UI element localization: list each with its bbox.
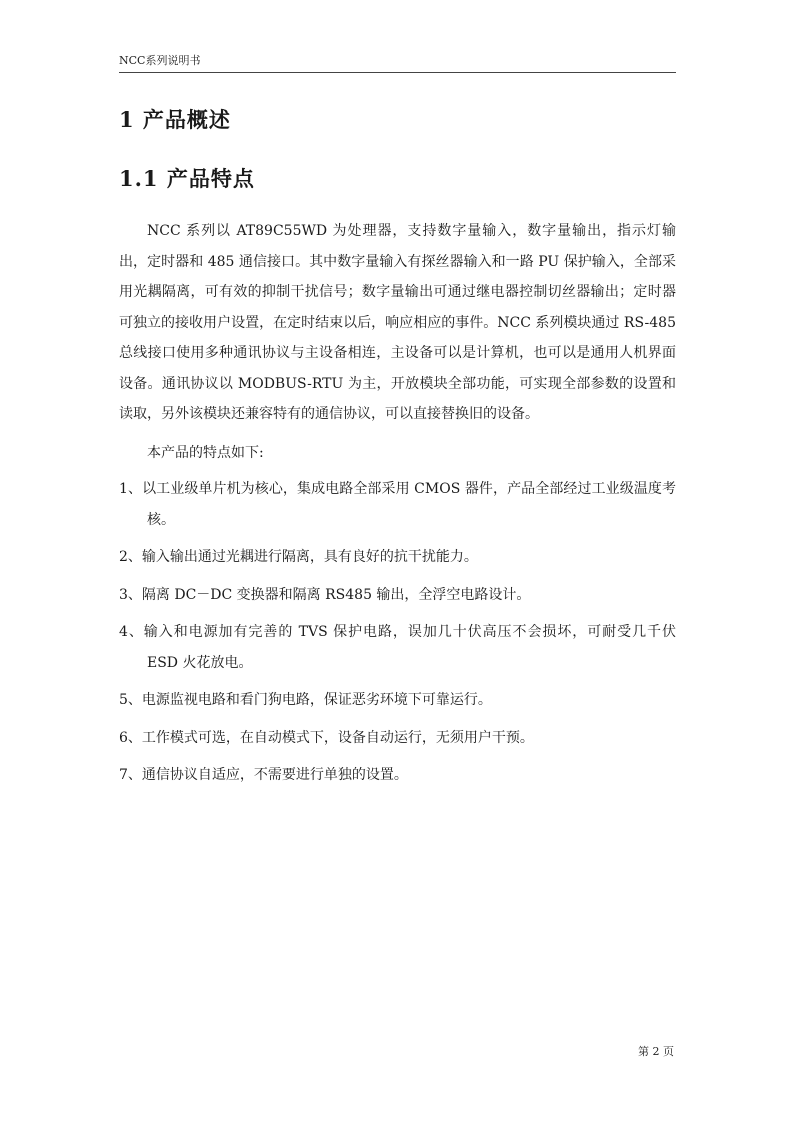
feature-item: 3、隔离 DC－DC 变换器和隔离 RS485 输出，全浮空电路设计。 xyxy=(119,586,531,603)
feature-list xyxy=(119,474,676,791)
feature-item: 7、通信协议自适应，不需要进行单独的设置。 xyxy=(119,767,408,783)
page-number: 第 2 页 xyxy=(638,1045,674,1058)
overview-paragraph: NCC 系列以 AT89C55WD 为处理器，支持数字量输入，数字量输出，指示灯输出，定时器和 485 通信接口。其中数字量输入有探丝器输入和一路 PU 保护输入，全部采用光耦隔离，可有效的抑制干扰信号；数字量输出可通过继电器控制切丝器输出；定时器可独立的接收用户设置，在定时结束以后，响应相应的事件。NCC 系列模块通过 RS-485 总线接口使用多种通讯协议与主设备相连，主设备可以是计算机，也可以是通用人机界面设备。通讯协议以 MODBUS-RTU 为主，开放模块全部功能，可实现全部参数的设置和读取，另外该模块还兼容特有的通信协议，可以直接替换旧的设备。 xyxy=(119,223,676,422)
subsection-heading: 1.1 产品特点 xyxy=(119,166,255,191)
document-body xyxy=(119,216,676,798)
feature-item: 2、输入输出通过光耦进行隔离，具有良好的抗干扰能力。 xyxy=(119,549,478,565)
section-heading: 1 产品概述 xyxy=(119,107,231,132)
header-divider xyxy=(119,72,676,73)
feature-item: 6、工作模式可选，在自动模式下，设备自动运行，无须用户干预。 xyxy=(119,729,534,746)
feature-item: 5、电源监视电路和看门狗电路，保证恶劣环境下可靠运行。 xyxy=(119,692,492,708)
page-header-title: NCC系列说明书 xyxy=(119,54,201,67)
feature-item: 1、以工业级单片机为核心，集成电路全部采用 CMOS 器件，产品全部经过工业级温度考核。 xyxy=(119,481,676,528)
features-intro: 本产品的特点如下: xyxy=(147,444,264,461)
feature-item: 4、输入和电源加有完善的 TVS 保护电路，误加几十伏高压不会损坏，可耐受几千伏 ESD 火花放电。 xyxy=(119,624,676,671)
